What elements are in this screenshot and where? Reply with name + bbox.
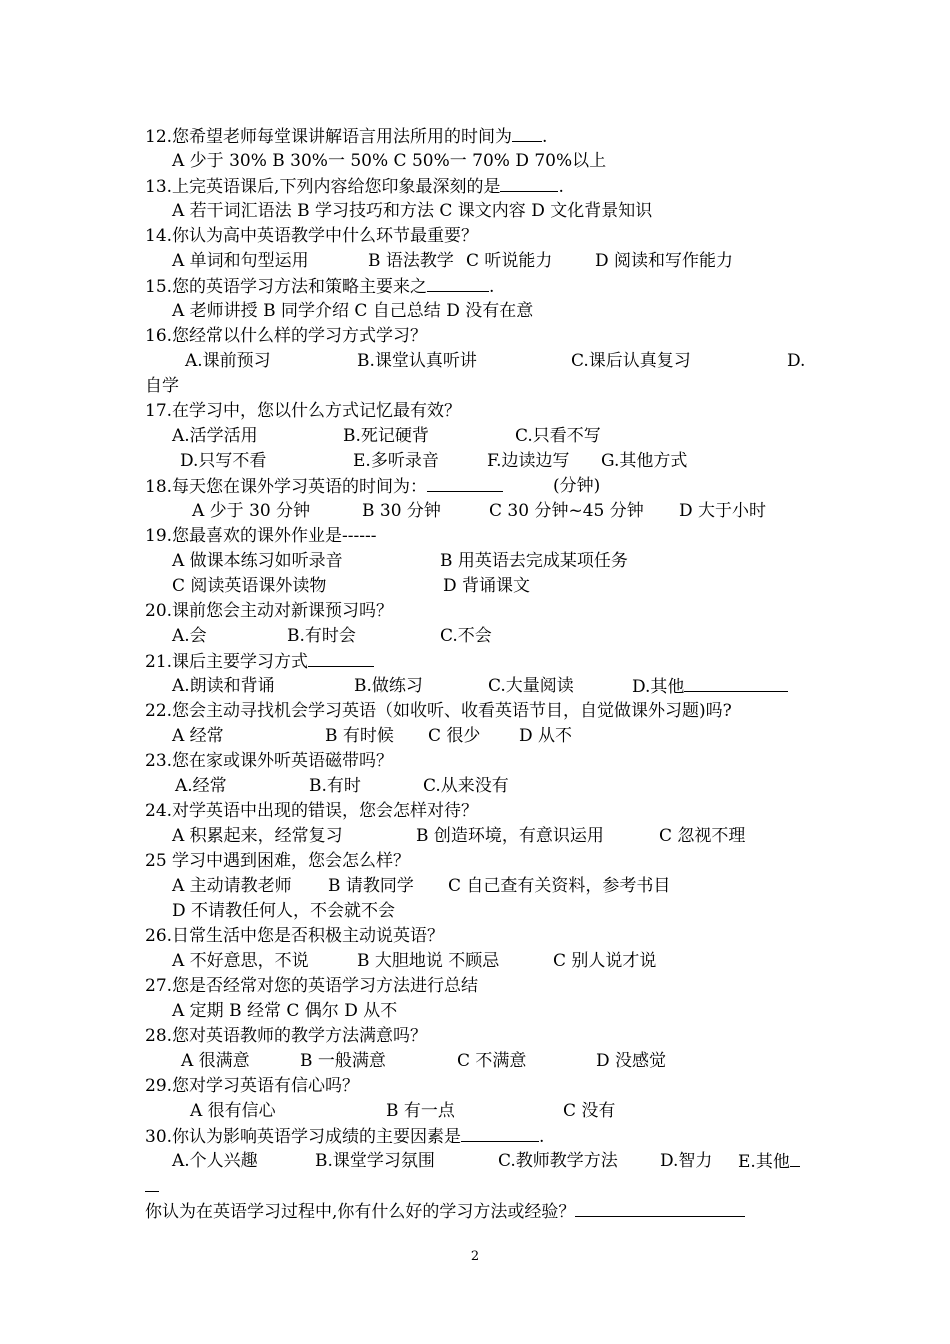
option-b: B 创造环境，有意识运用 <box>416 826 604 846</box>
option-b: B 请教同学 <box>328 876 414 896</box>
answer-blank[interactable] <box>512 124 542 142</box>
question-label: 27.您是否经常对您的英语学习方法进行总结 <box>145 976 479 996</box>
answer-blank[interactable] <box>427 274 489 292</box>
question-label: 18.每天您在课外学习英语的时间为： <box>145 477 428 497</box>
question-17 <box>0 399 950 424</box>
option-a: A 单词和句型运用 <box>172 251 309 271</box>
options-30 <box>0 1149 950 1174</box>
question-24 <box>0 799 950 824</box>
option-line: A 老师讲授 B 同学介绍 C 自己总结 D 没有在意 <box>172 301 534 321</box>
option-c: C.课后认真复习 <box>571 351 691 371</box>
options-27 <box>0 999 950 1024</box>
question-label: 13.上完英语课后,下列内容给您印象最深刻的是 <box>145 177 501 197</box>
question-label: 24.对学英语中出现的错误，您会怎样对待？ <box>145 801 479 821</box>
question-label: 26.日常生活中您是否积极主动说英语？ <box>145 926 445 946</box>
question-label: 17.在学习中，您以什么方式记忆最有效？ <box>145 401 462 421</box>
option-c: C 忽视不理 <box>659 826 746 846</box>
option-c: C.只看不写 <box>515 426 601 446</box>
question-28 <box>0 1024 950 1049</box>
option-a: A 不好意思，不说 <box>172 951 309 971</box>
option-a: A.会 <box>172 626 207 646</box>
unit-label: (分钟) <box>553 476 601 496</box>
option-d: D.只写不看 <box>180 451 267 471</box>
question-14 <box>0 224 950 249</box>
option-b: B.课堂认真听讲 <box>357 351 477 371</box>
option-g: G.其他方式 <box>601 451 688 471</box>
answer-blank[interactable] <box>500 174 558 192</box>
option-c: C.教师教学方法 <box>498 1151 618 1171</box>
option-c: C 别人说才说 <box>553 951 657 971</box>
answer-blank-continued[interactable] <box>145 1174 159 1192</box>
option-e: E.其他 <box>738 1152 790 1172</box>
question-label: 28.您对英语教师的教学方法满意吗？ <box>145 1026 428 1046</box>
option-a: A.朗读和背诵 <box>172 676 275 696</box>
answer-blank[interactable] <box>684 674 788 692</box>
options-17 <box>0 424 950 449</box>
options-30-wrap <box>0 1174 950 1199</box>
option-b: B.做练习 <box>354 676 423 696</box>
option-d: D 不请教任何人，不会就不会 <box>172 901 396 921</box>
option-b: B 有时候 <box>325 726 394 746</box>
question-16 <box>0 324 950 349</box>
question-label: 22.您会主动寻找机会学习英语（如收听、收看英语节目，自觉做课外习题)吗? <box>145 701 732 721</box>
page-number: 2 <box>470 1249 480 1264</box>
option-d: D 阅读和写作能力 <box>595 251 734 271</box>
question-21 <box>0 649 950 674</box>
option-a: A 很有信心 <box>190 1101 276 1121</box>
option-c: C 听说能力 <box>466 251 553 271</box>
question-12 <box>0 124 950 149</box>
final-question <box>0 1199 950 1224</box>
option-d: D. <box>787 351 806 371</box>
options-21 <box>0 674 950 699</box>
question-29 <box>0 1074 950 1099</box>
question-30 <box>0 1124 950 1149</box>
answer-blank[interactable] <box>790 1149 800 1167</box>
question-end: . <box>542 127 548 147</box>
options-19-row2 <box>0 574 950 599</box>
question-label: 29.您对学习英语有信心吗？ <box>145 1076 360 1096</box>
question-label: 21.课后主要学习方式 <box>145 652 309 672</box>
options-12 <box>0 149 950 174</box>
option-b: B 一般满意 <box>300 1051 386 1071</box>
option-d: D.智力 <box>660 1151 713 1171</box>
option-a: A 经常 <box>172 726 224 746</box>
options-15 <box>0 299 950 324</box>
option-c: C 很少 <box>428 726 481 746</box>
answer-blank[interactable] <box>308 649 374 667</box>
answer-blank[interactable] <box>461 1124 539 1142</box>
option-d-text: 自学 <box>145 376 179 396</box>
options-23 <box>0 774 950 799</box>
question-label: 15.您的英语学习方法和策略主要来之 <box>145 277 428 297</box>
options-26 <box>0 949 950 974</box>
question-13 <box>0 174 950 199</box>
option-d: D 大于小时 <box>679 501 767 521</box>
option-c: C.不会 <box>440 626 492 646</box>
option-a: A.课前预习 <box>185 351 271 371</box>
question-label: 12.您希望老师每堂课讲解语言用法所用的时间为 <box>145 127 513 147</box>
question-23 <box>0 749 950 774</box>
options-19 <box>0 549 950 574</box>
option-a: A.经常 <box>175 776 227 796</box>
question-label: 14.你认为高中英语教学中什么环节最重要？ <box>145 226 479 246</box>
question-text <box>145 124 547 150</box>
option-b: B.死记硬背 <box>343 426 429 446</box>
option-c: C 自己查有关资料，参考书目 <box>448 876 671 896</box>
option-a: A 主动请教老师 <box>172 876 292 896</box>
option-a: A 积累起来，经常复习 <box>172 826 343 846</box>
option-b: B 有一点 <box>386 1101 455 1121</box>
option-a: A 很满意 <box>181 1051 250 1071</box>
option-d: D 背诵课文 <box>443 576 531 596</box>
question-18 <box>0 474 950 499</box>
option-b: B 语法教学 <box>368 251 454 271</box>
option-line: A 若干词汇语法 B 学习技巧和方法 C 课文内容 D 文化背景知识 <box>172 201 653 221</box>
options-16-wrap <box>0 374 950 399</box>
final-question-label: 你认为在英语学习过程中,你有什么好的学习方法或经验？ <box>145 1202 576 1222</box>
option-a: A 做课本练习如听录音 <box>172 551 343 571</box>
question-label: 19.您最喜欢的课外作业是------ <box>145 526 377 546</box>
option-a: A.活学活用 <box>172 426 258 446</box>
question-26 <box>0 924 950 949</box>
option-f: F.边读边写 <box>487 451 570 471</box>
question-15 <box>0 274 950 299</box>
question-label: 30.你认为影响英语学习成绩的主要因素是 <box>145 1127 462 1147</box>
options-25-row2 <box>0 899 950 924</box>
options-16 <box>0 349 950 374</box>
options-29 <box>0 1099 950 1124</box>
option-a: A.个人兴趣 <box>172 1151 258 1171</box>
options-17-row2 <box>0 449 950 474</box>
question-end: . <box>558 177 564 197</box>
option-b: B.课堂学习氛围 <box>315 1151 435 1171</box>
question-19 <box>0 524 950 549</box>
question-22 <box>0 699 950 724</box>
question-label: 16.您经常以什么样的学习方式学习？ <box>145 326 428 346</box>
question-end: . <box>539 1127 545 1147</box>
option-e: E.多听录音 <box>353 451 439 471</box>
question-label: 20.课前您会主动对新课预习吗？ <box>145 601 394 621</box>
option-c: C.大量阅读 <box>488 676 574 696</box>
option-d: D.其他 <box>632 677 685 697</box>
answer-blank[interactable] <box>427 474 503 492</box>
question-27 <box>0 974 950 999</box>
question-20 <box>0 599 950 624</box>
question-end: . <box>489 277 495 297</box>
question-label: 23.您在家或课外听英语磁带吗？ <box>145 751 394 771</box>
answer-blank[interactable] <box>575 1199 745 1217</box>
option-b: B 用英语去完成某项任务 <box>440 551 628 571</box>
options-24 <box>0 824 950 849</box>
option-b: B 大胆地说 不顾忌 <box>357 951 500 971</box>
options-22 <box>0 724 950 749</box>
options-13 <box>0 199 950 224</box>
option-c: C.从来没有 <box>423 776 509 796</box>
option-b: B.有时会 <box>287 626 356 646</box>
option-c: C 没有 <box>563 1101 616 1121</box>
option-line: A 少于 30% B 30%一 50% C 50%一 70% D 70%以上 <box>172 151 607 171</box>
option-d: D 没感觉 <box>596 1051 667 1071</box>
option-a: A 少于 30 分钟 <box>192 501 311 521</box>
option-b: B 30 分钟 <box>362 501 441 521</box>
option-line: A 定期 B 经常 C 偶尔 D 从不 <box>172 1001 398 1021</box>
option-c: C 阅读英语课外读物 <box>172 576 327 596</box>
options-14 <box>0 249 950 274</box>
option-c: C 30 分钟~45 分钟 <box>489 501 644 521</box>
option-c: C 不满意 <box>457 1051 527 1071</box>
options-28 <box>0 1049 950 1074</box>
options-25 <box>0 874 950 899</box>
option-d: D 从不 <box>519 726 573 746</box>
option-b: B.有时 <box>309 776 361 796</box>
options-20 <box>0 624 950 649</box>
options-18 <box>0 499 950 524</box>
question-25 <box>0 849 950 874</box>
question-label: 25 学习中遇到困难，您会怎么样？ <box>145 851 411 871</box>
